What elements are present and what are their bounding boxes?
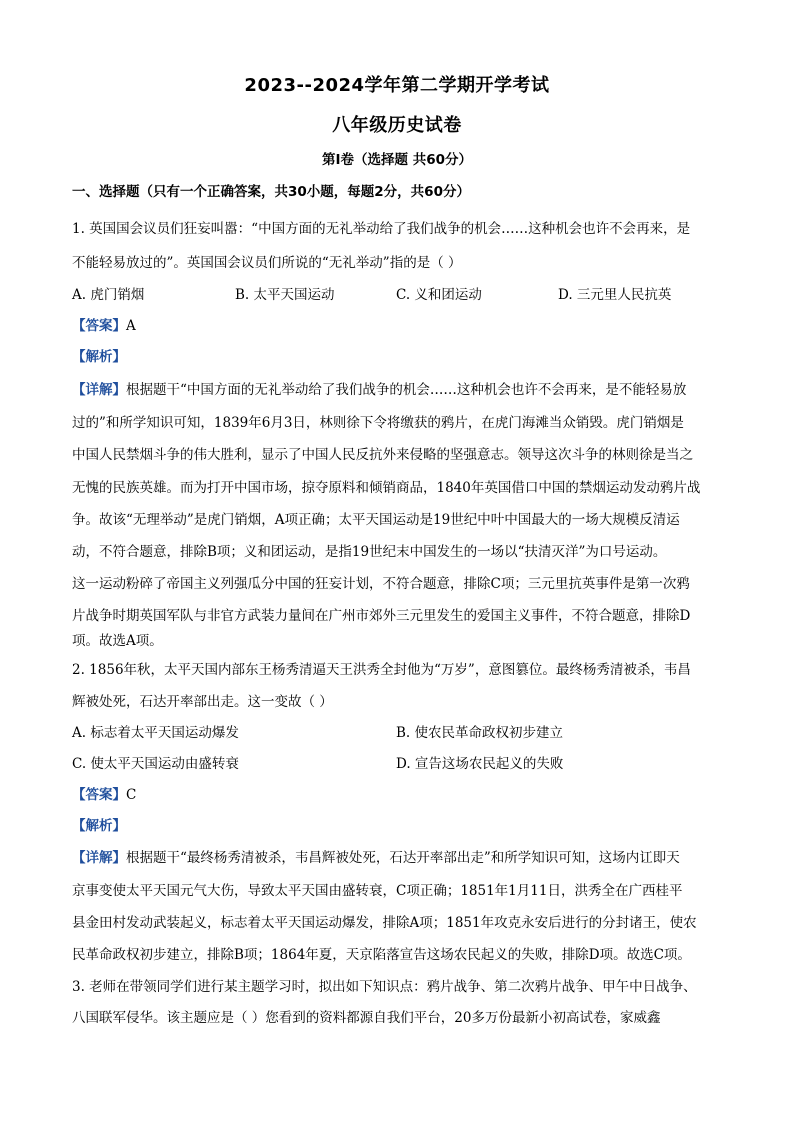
- q1-detail-line-4: 无愧的民族英雄。而为打开中国市场，掠夺原料和倾销商品，1840年英国借口中国的禁烟运动发动鸦片战: [72, 480, 701, 496]
- q2-detail-line-1: 【详解】根据题干“最终杨秀清被杀，韦昌辉被处死，石达开率部出走”和所学知识可知，这场内讧即天: [72, 850, 680, 866]
- q2-option-b: B. 使农民革命政权初步建立: [396, 725, 564, 741]
- q1-option-a: A. 虎门销烟: [72, 287, 145, 303]
- q2-detail-line-3: 县金田村发动武装起义，标志着太平天国运动爆发，排除A项；1851年攻克永安后进行的分封诸王，使农: [72, 915, 697, 931]
- exam-title: 2023--2024学年第二学期开学考试: [244, 75, 550, 96]
- q1-stem-line-1: 1. 英国国会议员们狂妄叫嚣：“中国方面的无礼举动给了我们战争的机会……这种机会也许不会再来，是: [72, 221, 691, 237]
- q2-answer: 【答案】C: [72, 787, 137, 803]
- q1-option-b: B. 太平天国运动: [235, 287, 335, 303]
- q2-option-d: D. 宣告这场农民起义的失败: [396, 756, 564, 772]
- q1-detail-line-3: 中国人民禁烟斗争的伟大胜利，显示了中国人民反抗外来侵略的坚强意志。领导这次斗争的林则徐是当之: [72, 447, 693, 463]
- q1-option-c: C. 义和团运动: [396, 287, 482, 303]
- q2-option-c: C. 使太平天国运动由盛转衰: [72, 756, 239, 772]
- volume-heading: 第Ⅰ卷（选择题 共60分）: [321, 152, 472, 168]
- q1-stem-line-2: 不能轻易放过的”。英国国会议员们所说的“无礼举动”指的是（ ）: [72, 255, 462, 271]
- section-heading: 一、选择题（只有一个正确答案，共30小题，每题2分，共60分）: [72, 184, 470, 200]
- q1-answer-value: A: [126, 318, 136, 334]
- q1-answer: [72, 316, 136, 336]
- q1-detail-line-7: 这一运动粉碎了帝国主义列强瓜分中国的狂妄计划，不符合题意，排除C项；三元里抗英事件是第一次鸦: [72, 576, 690, 592]
- q2-option-a: A. 标志着太平天国运动爆发: [72, 725, 239, 741]
- q2-stem-line-1: 2. 1856年秋，太平天国内部东王杨秀清逼天王洪秀全封他为“万岁”，意图篡位。最终杨秀清被杀，韦昌: [72, 662, 691, 678]
- q2-stem-line-2: 辉被处死，石达开率部出走。这一变故（ ）: [72, 694, 333, 710]
- q2-detail-line-4: 民革命政权初步建立，排除B项；1864年夏，天京陷落宣告这场农民起义的失败，排除D项。故选C项。: [72, 947, 691, 963]
- exam-subtitle: 八年级历史试卷: [332, 115, 462, 136]
- q1-detail-line-6: 动，不符合题意，排除B项；义和团运动，是指19世纪末中国发生的一场以“扶清灭洋”为口号运动。: [72, 544, 667, 560]
- q3-stem-line-2: 八国联军侵华。该主题应是（ ）您看到的资料都源自我们平台，20多万份最新小初高试卷，家威鑫: [72, 1010, 661, 1026]
- q2-detail-line-2: 京事变使太平天国元气大伤，导致太平天国由盛转衰，C项正确；1851年1月11日，洪秀全在广西桂平: [72, 883, 683, 899]
- answer-label: 【答案】: [72, 318, 126, 334]
- q1-detail-line-8: 片战争时期英国军队与非官方武装力量间在广州市郊外三元里发生的爱国主义事件，不符合题意，排除D: [72, 608, 691, 624]
- q1-detail-line-9: 项。故选A项。: [72, 633, 163, 649]
- q1-detail-line-1: 【详解】根据题干“中国方面的无礼举动给了我们战争的机会……这种机会也许不会再来，是不能轻易放: [72, 382, 687, 398]
- q1-detail-line-2: 过的”和所学知识可知，1839年6月3日，林则徐下令将缴获的鸦片，在虎门海滩当众销毁。虎门销烟是: [72, 415, 684, 431]
- q2-answer-value: C: [126, 787, 137, 803]
- q2-analysis-label: 【解析】: [72, 818, 126, 834]
- q1-analysis-label: 【解析】: [72, 349, 126, 365]
- detail-label: 【详解】: [72, 382, 126, 398]
- q1-detail-line-5: 争。故该“无理举动”是虎门销烟，A项正确；太平天国运动是19世纪中叶中国最大的一场大规模反清运: [72, 512, 680, 528]
- q1-option-d: D. 三元里人民抗英: [558, 287, 672, 303]
- q3-stem-line-1: 3. 老师在带领同学们进行某主题学习时，拟出如下知识点：鸦片战争、第二次鸦片战争、甲午中日战争、: [72, 979, 697, 995]
